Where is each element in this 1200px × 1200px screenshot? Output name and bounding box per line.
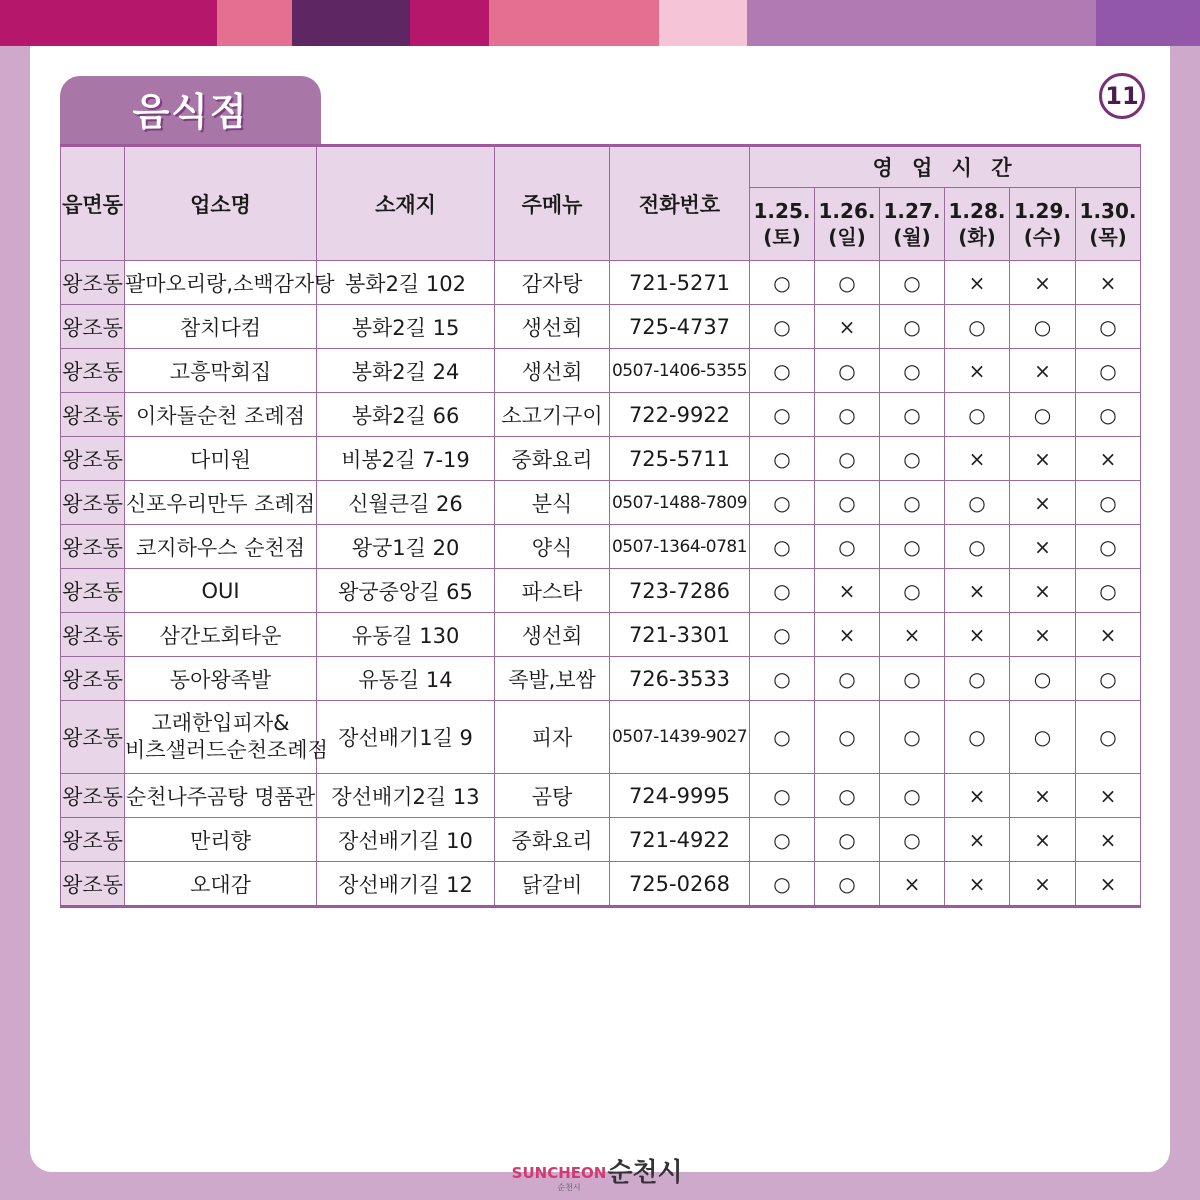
color-stripe [489, 0, 659, 46]
cell-open-status: ○ [945, 305, 1010, 349]
cell-name: 팔마오리랑,소백감자탕 [125, 261, 317, 305]
cell-menu: 닭갈비 [495, 862, 610, 907]
cell-dong: 왕조동 [61, 701, 125, 774]
day-header [815, 188, 880, 261]
cell-dong: 왕조동 [61, 657, 125, 701]
cell-open-status: × [1076, 862, 1141, 907]
color-stripe [0, 0, 217, 46]
cell-open-status: ○ [815, 525, 880, 569]
table-row [61, 349, 1141, 393]
day-date: 1.30. [1079, 199, 1137, 223]
cell-menu: 생선회 [495, 613, 610, 657]
cell-address: 봉화2길 66 [317, 393, 495, 437]
cell-name: 오대감 [125, 862, 317, 907]
cell-dong: 왕조동 [61, 481, 125, 525]
cell-name: 순천나주곰탕 명품관 [125, 774, 317, 818]
cell-dong: 왕조동 [61, 818, 125, 862]
cell-open-status: × [1010, 774, 1076, 818]
cell-menu: 생선회 [495, 349, 610, 393]
cell-open-status: × [1010, 862, 1076, 907]
cell-name: 신포우리만두 조례점 [125, 481, 317, 525]
cell-dong: 왕조동 [61, 774, 125, 818]
cell-name-line: 고래한입피자& [151, 711, 290, 735]
logo-letters: SUNCHEON [511, 1164, 607, 1182]
cell-address: 장선배기길 12 [317, 862, 495, 907]
cell-name: 참치다컴 [125, 305, 317, 349]
table-row [61, 261, 1141, 305]
restaurant-hours-table [60, 144, 1141, 908]
header-address: 소재지 [317, 146, 495, 261]
cell-address: 장선배기길 10 [317, 818, 495, 862]
cell-open-status: ○ [815, 349, 880, 393]
cell-open-status: × [945, 261, 1010, 305]
cell-open-status: ○ [1010, 393, 1076, 437]
cell-dong: 왕조동 [61, 437, 125, 481]
cell-open-status: × [880, 862, 945, 907]
cell-open-status: ○ [750, 613, 815, 657]
cell-open-status: × [815, 569, 880, 613]
color-stripe [659, 0, 747, 46]
cell-open-status: ○ [750, 305, 815, 349]
cell-open-status: ○ [750, 818, 815, 862]
cell-menu: 중화요리 [495, 437, 610, 481]
cell-open-status: ○ [815, 657, 880, 701]
cell-dong: 왕조동 [61, 261, 125, 305]
cell-open-status: ○ [1076, 393, 1141, 437]
day-weekday: (목) [1089, 225, 1127, 249]
cell-open-status: ○ [945, 657, 1010, 701]
day-header [880, 188, 945, 261]
table-row [61, 393, 1141, 437]
cell-open-status: × [1010, 613, 1076, 657]
cell-dong: 왕조동 [61, 613, 125, 657]
header-phone: 전화번호 [610, 146, 750, 261]
table-row [61, 481, 1141, 525]
cell-phone: 0507-1364-0781 [610, 525, 750, 569]
cell-phone: 0507-1439-9027 [610, 701, 750, 774]
day-header [1010, 188, 1076, 261]
day-date: 1.26. [818, 199, 876, 223]
cell-open-status: × [1076, 613, 1141, 657]
cell-dong: 왕조동 [61, 569, 125, 613]
logo-subtext: 순천시 [557, 1183, 581, 1192]
table-body [61, 261, 1141, 907]
cell-open-status: ○ [815, 437, 880, 481]
cell-open-status: ○ [750, 437, 815, 481]
cell-phone: 722-9922 [610, 393, 750, 437]
cell-open-status: × [945, 818, 1010, 862]
cell-open-status: ○ [945, 701, 1010, 774]
cell-address: 왕궁중앙길 65 [317, 569, 495, 613]
cell-dong: 왕조동 [61, 525, 125, 569]
cell-open-status: ○ [945, 525, 1010, 569]
cell-open-status: ○ [1010, 701, 1076, 774]
cell-menu: 양식 [495, 525, 610, 569]
cell-open-status: ○ [750, 261, 815, 305]
cell-open-status: ○ [750, 774, 815, 818]
page-number-badge: 11 [1099, 73, 1145, 119]
cell-menu: 생선회 [495, 305, 610, 349]
cell-open-status: ○ [880, 657, 945, 701]
cell-address: 봉화2길 102 [317, 261, 495, 305]
cell-open-status: ○ [880, 569, 945, 613]
cell-open-status: × [945, 613, 1010, 657]
cell-open-status: ○ [750, 393, 815, 437]
cell-name: 이차돌순천 조례점 [125, 393, 317, 437]
day-weekday: (일) [828, 225, 866, 249]
cell-open-status: ○ [815, 261, 880, 305]
cell-phone: 0507-1406-5355 [610, 349, 750, 393]
cell-open-status: × [945, 349, 1010, 393]
city-name: 순천시 [607, 1157, 683, 1188]
table-row [61, 818, 1141, 862]
cell-open-status: ○ [880, 525, 945, 569]
cell-address: 장선배기1길 9 [317, 701, 495, 774]
day-weekday: (월) [893, 225, 931, 249]
cell-name: 다미원 [125, 437, 317, 481]
cell-phone: 725-5711 [610, 437, 750, 481]
cell-open-status: ○ [815, 393, 880, 437]
cell-phone: 725-4737 [610, 305, 750, 349]
cell-address: 유동길 130 [317, 613, 495, 657]
cell-dong: 왕조동 [61, 305, 125, 349]
day-date: 1.25. [753, 199, 811, 223]
cell-open-status: ○ [815, 862, 880, 907]
cell-open-status: ○ [880, 437, 945, 481]
cell-name: 동아왕족발 [125, 657, 317, 701]
day-weekday: (수) [1023, 225, 1062, 249]
cell-menu: 분식 [495, 481, 610, 525]
cell-name-line: 비츠샐러드순천조례점 [125, 738, 328, 762]
table-row [61, 701, 1141, 774]
cell-open-status: × [1010, 349, 1076, 393]
cell-open-status: ○ [880, 481, 945, 525]
cell-dong: 왕조동 [61, 862, 125, 907]
cell-open-status: ○ [1076, 525, 1141, 569]
table-row [61, 437, 1141, 481]
cell-open-status: ○ [750, 349, 815, 393]
color-stripe [410, 0, 489, 46]
table-row [61, 305, 1141, 349]
cell-open-status: × [815, 305, 880, 349]
cell-open-status: × [1010, 818, 1076, 862]
cell-name: 만리향 [125, 818, 317, 862]
cell-menu: 피자 [495, 701, 610, 774]
cell-phone: 724-9995 [610, 774, 750, 818]
cell-open-status: ○ [880, 701, 945, 774]
cell-open-status: ○ [880, 261, 945, 305]
cell-phone: 721-4922 [610, 818, 750, 862]
cell-address: 비봉2길 7-19 [317, 437, 495, 481]
cell-menu: 파스타 [495, 569, 610, 613]
cell-address: 봉화2길 15 [317, 305, 495, 349]
cell-open-status: ○ [880, 393, 945, 437]
suncheon-logo-mark [511, 1148, 607, 1192]
table-row [61, 774, 1141, 818]
cell-open-status: ○ [815, 481, 880, 525]
day-header [750, 188, 815, 261]
cell-open-status: ○ [815, 701, 880, 774]
cell-open-status: ○ [750, 525, 815, 569]
header-name: 업소명 [125, 146, 317, 261]
cell-address: 봉화2길 24 [317, 349, 495, 393]
cell-open-status: ○ [945, 393, 1010, 437]
day-header [945, 188, 1010, 261]
day-weekday: (화) [958, 225, 996, 249]
cell-menu: 곰탕 [495, 774, 610, 818]
cell-open-status: × [1010, 525, 1076, 569]
cell-menu: 족발,보쌈 [495, 657, 610, 701]
cell-name: 코지하우스 순천점 [125, 525, 317, 569]
cell-name: 삼간도회타운 [125, 613, 317, 657]
cell-phone: 721-5271 [610, 261, 750, 305]
cell-phone: 726-3533 [610, 657, 750, 701]
cell-open-status: ○ [750, 701, 815, 774]
cell-open-status: × [1076, 774, 1141, 818]
cell-menu: 소고기구이 [495, 393, 610, 437]
color-stripe [217, 0, 292, 46]
cell-open-status: ○ [1010, 305, 1076, 349]
cell-open-status: ○ [1076, 481, 1141, 525]
cell-open-status: × [945, 569, 1010, 613]
table-row [61, 525, 1141, 569]
cell-open-status: ○ [750, 481, 815, 525]
cell-address: 왕궁1길 20 [317, 525, 495, 569]
cell-name: 고흥막회집 [125, 349, 317, 393]
cell-open-status: ○ [815, 774, 880, 818]
cell-open-status: ○ [1076, 657, 1141, 701]
cell-dong: 왕조동 [61, 349, 125, 393]
cell-open-status: ○ [815, 818, 880, 862]
cell-address: 장선배기2길 13 [317, 774, 495, 818]
top-color-bar [0, 0, 1200, 46]
cell-open-status: × [1076, 818, 1141, 862]
cell-menu: 감자탕 [495, 261, 610, 305]
cell-open-status: × [945, 437, 1010, 481]
cell-name: OUI [125, 569, 317, 613]
cell-open-status: ○ [1076, 569, 1141, 613]
cell-phone: 0507-1488-7809 [610, 481, 750, 525]
day-date: 1.29. [1014, 199, 1071, 223]
cell-phone: 721-3301 [610, 613, 750, 657]
cell-open-status: ○ [880, 818, 945, 862]
cell-address: 유동길 14 [317, 657, 495, 701]
day-weekday: (토) [763, 225, 801, 249]
header-menu: 주메뉴 [495, 146, 610, 261]
section-title: 음식점 [132, 90, 249, 134]
color-stripe [1096, 0, 1200, 46]
cell-open-status: ○ [1076, 305, 1141, 349]
cell-dong: 왕조동 [61, 393, 125, 437]
cell-open-status: × [945, 862, 1010, 907]
cell-open-status: × [1010, 569, 1076, 613]
day-date: 1.28. [948, 199, 1006, 223]
header-dong: 읍면동 [61, 146, 125, 261]
color-stripe [292, 0, 410, 46]
cell-open-status: × [1076, 437, 1141, 481]
cell-open-status: × [1010, 437, 1076, 481]
table-row [61, 657, 1141, 701]
table-row [61, 569, 1141, 613]
table-row [61, 862, 1141, 907]
cell-open-status: × [880, 613, 945, 657]
cell-open-status: ○ [880, 349, 945, 393]
table-row [61, 613, 1141, 657]
cell-phone: 725-0268 [610, 862, 750, 907]
cell-open-status: × [1076, 261, 1141, 305]
color-stripe [747, 0, 1096, 46]
cell-open-status: ○ [880, 774, 945, 818]
day-date: 1.27. [883, 199, 941, 223]
cell-open-status: × [1010, 261, 1076, 305]
cell-address: 신월큰길 26 [317, 481, 495, 525]
cell-name [125, 701, 328, 774]
cell-open-status: ○ [945, 481, 1010, 525]
header-hours: 영 업 시 간 [750, 146, 1141, 188]
cell-open-status: × [945, 774, 1010, 818]
cell-open-status: ○ [880, 305, 945, 349]
cell-phone: 723-7286 [610, 569, 750, 613]
cell-open-status: ○ [1076, 701, 1141, 774]
day-header [1076, 188, 1141, 261]
cell-open-status: ○ [750, 569, 815, 613]
cell-open-status: ○ [1076, 349, 1141, 393]
cell-open-status: ○ [750, 862, 815, 907]
footer-logo [500, 1146, 700, 1194]
cell-open-status: ○ [1010, 657, 1076, 701]
cell-open-status: × [1010, 481, 1076, 525]
cell-open-status: × [815, 613, 880, 657]
cell-menu: 중화요리 [495, 818, 610, 862]
cell-open-status: ○ [750, 657, 815, 701]
